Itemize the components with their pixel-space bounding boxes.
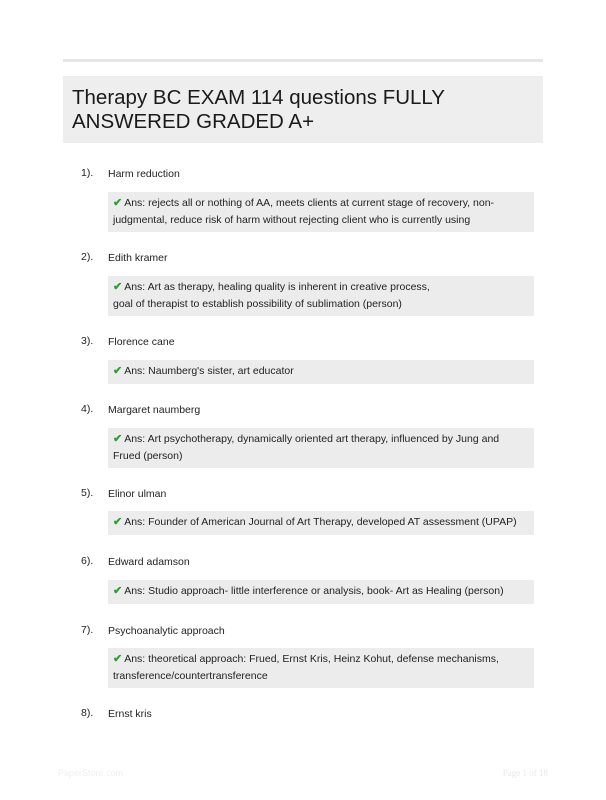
answer-text: Ans: Art as therapy, healing quality is inherent in creative process, goal of therapist to establish possibility of sublimation (person) — [113, 281, 430, 310]
answer-text: Ans: Naumberg's sister, art educator — [124, 365, 294, 377]
page-number: Page 1 of 18 — [502, 768, 548, 778]
question-number: 5). — [81, 487, 94, 499]
checkmark-icon: ✔ — [113, 197, 123, 209]
question-text: Harm reduction — [108, 168, 180, 180]
answer-box — [108, 580, 534, 604]
checkmark-icon: ✔ — [113, 281, 123, 293]
checkmark-icon: ✔ — [113, 365, 123, 377]
question-text: Elinor ulman — [108, 488, 167, 500]
answer-box — [108, 511, 534, 535]
question-number: 2). — [81, 251, 94, 263]
answer-text: Ans: theoretical approach: Frued, Ernst Kris, Heinz Kohut, defense mechanisms, transference/countertransference — [113, 653, 499, 682]
question-number: 7). — [81, 624, 94, 636]
answer-text: Ans: Founder of American Journal of Art Therapy, developed AT assessment (UPAP) — [124, 516, 517, 528]
question-number: 6). — [81, 555, 94, 567]
answer-box — [108, 648, 534, 688]
question-number: 3). — [81, 335, 94, 347]
question-text: Edward adamson — [108, 556, 190, 568]
checkmark-icon: ✔ — [113, 433, 123, 445]
answer-box — [108, 276, 534, 316]
answer-text: Ans: rejects all or nothing of AA, meets clients at current stage of recovery, non-judgmental, reduce risk of harm without rejecting client who is currently using — [113, 197, 495, 226]
footer-watermark: PaperStore.com — [58, 768, 124, 778]
question-text: Ernst kris — [108, 708, 152, 720]
question-text: Edith kramer — [108, 252, 168, 264]
checkmark-icon: ✔ — [113, 653, 123, 665]
answer-text: Ans: Art psychotherapy, dynamically oriented art therapy, influenced by Jung and Frued (person) — [113, 433, 500, 462]
document-title: Therapy BC EXAM 114 questions FULLY ANSWERED GRADED A+ — [72, 86, 445, 133]
question-text: Margaret naumberg — [108, 404, 201, 416]
checkmark-icon: ✔ — [113, 585, 123, 597]
question-number: 4). — [81, 403, 94, 415]
answer-box — [108, 192, 534, 232]
checkmark-icon: ✔ — [113, 516, 123, 528]
answer-box — [108, 428, 534, 468]
question-number: 1). — [81, 167, 94, 179]
answer-box — [108, 360, 534, 384]
question-number: 8). — [81, 707, 94, 719]
answer-text: Ans: Studio approach- little interference or analysis, book- Art as Healing (person) — [124, 585, 504, 597]
question-text: Florence cane — [108, 336, 175, 348]
question-text: Psychoanalytic approach — [108, 625, 225, 637]
